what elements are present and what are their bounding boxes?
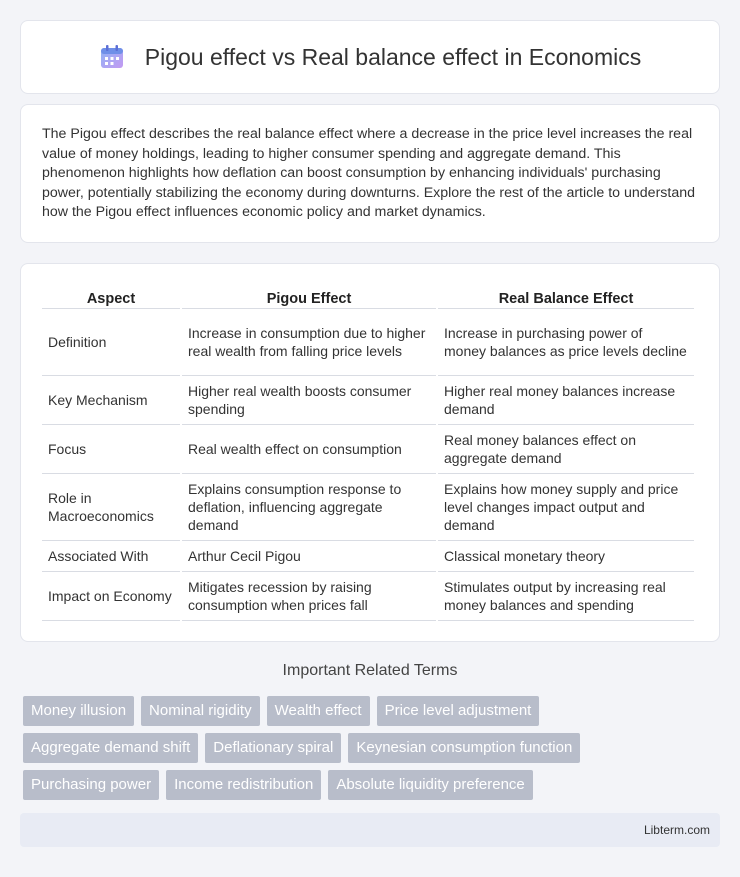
table-cell: Higher real money balances increase demand <box>438 376 694 425</box>
tag-money-illusion[interactable]: Money illusion <box>23 696 134 726</box>
header-real-balance-effect: Real Balance Effect <box>438 284 694 309</box>
calendar-icon <box>99 44 125 70</box>
table-cell: Higher real wealth boosts consumer spending <box>182 376 436 425</box>
table-cell: Explains how money supply and price level changes impact output and demand <box>438 474 694 541</box>
table-row <box>42 541 694 572</box>
tag-income-redistribution[interactable]: Income redistribution <box>166 770 321 800</box>
tag-absolute-liquidity-preference[interactable]: Absolute liquidity preference <box>328 770 532 800</box>
table-cell: Associated With <box>42 541 180 572</box>
table-cell: Mitigates recession by raising consumption when prices fall <box>182 572 436 621</box>
table-cell: Increase in purchasing power of money balances as price levels decline <box>438 309 694 376</box>
tag-wealth-effect[interactable]: Wealth effect <box>267 696 370 726</box>
comparison-table <box>40 284 696 621</box>
table-row <box>42 572 694 621</box>
tag-deflationary-spiral[interactable]: Deflationary spiral <box>205 733 341 763</box>
table-row <box>42 309 694 376</box>
tag-nominal-rigidity[interactable]: Nominal rigidity <box>141 696 260 726</box>
related-terms-title: Important Related Terms <box>282 662 458 679</box>
table-cell: Increase in consumption due to higher real wealth from falling price levels <box>182 309 436 376</box>
table-cell: Real wealth effect on consumption <box>182 425 436 474</box>
table-row <box>42 376 694 425</box>
footer-site-link[interactable]: Libterm.com <box>643 823 710 837</box>
table-row <box>42 425 694 474</box>
tag-aggregate-demand-shift[interactable]: Aggregate demand shift <box>23 733 198 763</box>
table-cell: Impact on Economy <box>42 572 180 621</box>
table-cell: Focus <box>42 425 180 474</box>
intro-card <box>20 104 720 243</box>
table-cell: Real money balances effect on aggregate demand <box>438 425 694 474</box>
header-aspect: Aspect <box>42 284 180 309</box>
tag-price-level-adjustment[interactable]: Price level adjustment <box>377 696 540 726</box>
footer <box>20 813 720 847</box>
table-cell: Stimulates output by increasing real money balances and spending <box>438 572 694 621</box>
tag-keynesian-consumption-function[interactable]: Keynesian consumption function <box>348 733 580 763</box>
header-pigou-effect: Pigou Effect <box>182 284 436 309</box>
intro-paragraph: The Pigou effect describes the real balance effect where a decrease in the price level increases the real value of money holdings, leading to higher consumer spending and aggregate demand. This phenomenon highlights how deflation can boost consumption by enhancing individuals' purchasing power, potentially stabilizing the economy during downturns. Explore the rest of the article to understand how the Pigou effect influences economic policy and market dynamics. <box>42 126 695 221</box>
header-card <box>20 20 720 94</box>
table-row <box>42 474 694 541</box>
page-title: Pigou effect vs Real balance effect in Economics <box>144 43 642 70</box>
table-cell: Explains consumption response to deflation, influencing aggregate demand <box>182 474 436 541</box>
table-cell: Key Mechanism <box>42 376 180 425</box>
table-cell: Role in Macroeconomics <box>42 474 180 541</box>
table-header-row <box>42 284 694 309</box>
table-cell: Definition <box>42 309 180 376</box>
tag-purchasing-power[interactable]: Purchasing power <box>23 770 159 800</box>
related-terms-list <box>23 696 723 807</box>
comparison-card <box>20 263 720 642</box>
table-cell: Classical monetary theory <box>438 541 694 572</box>
table-cell: Arthur Cecil Pigou <box>182 541 436 572</box>
